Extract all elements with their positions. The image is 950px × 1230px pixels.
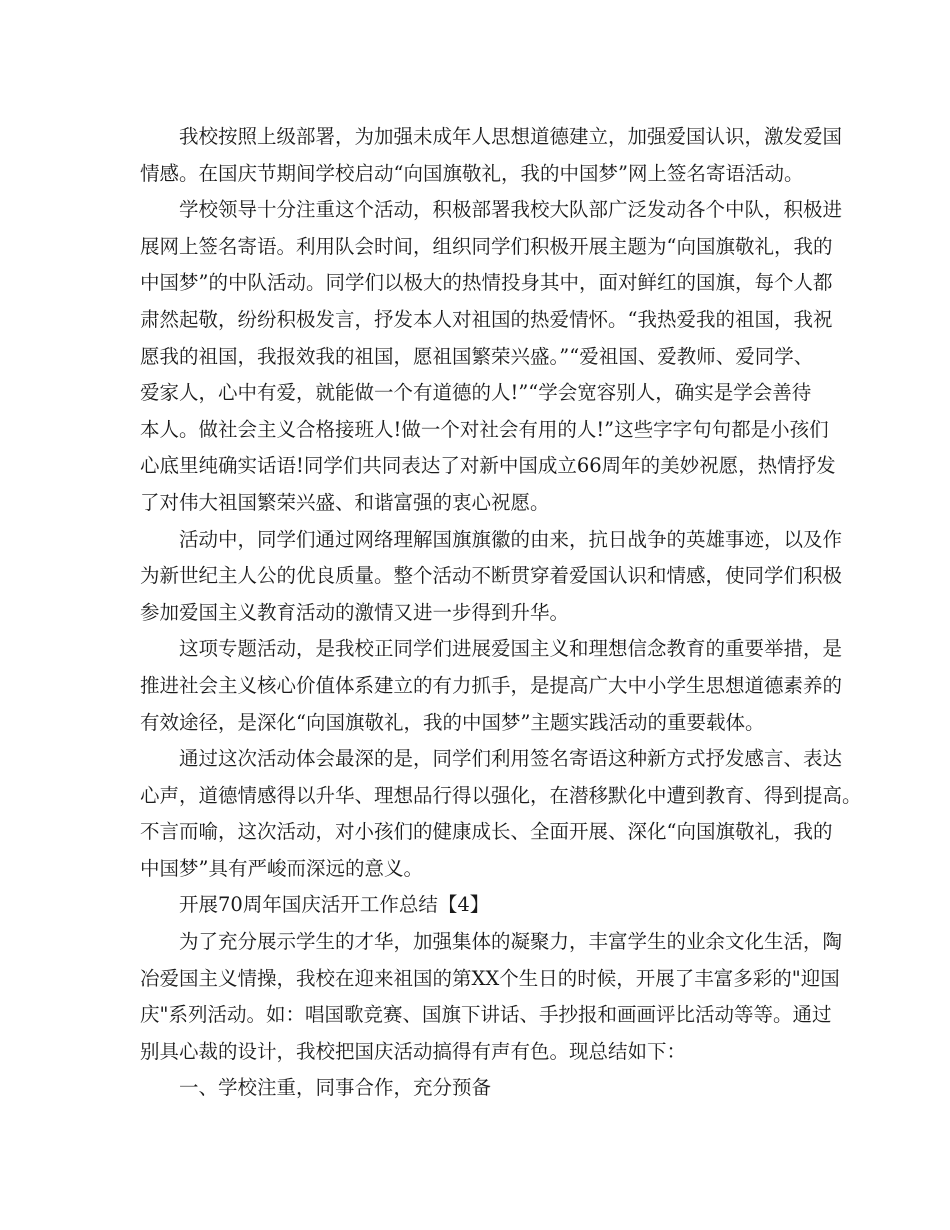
paragraph (140, 1070, 820, 1107)
paragraph-line: 参加爱国主义教育活动的激情又进一步得到升华。 (140, 600, 570, 624)
paragraph-line: 为新世纪主人公的优良质量。整个活动不断贯穿着爱国认识和情感，使同学们积极 (140, 564, 843, 588)
paragraph (140, 522, 843, 632)
paragraph-line: 庆"系列活动。如：唱国歌竞赛、国旗下讲话、手抄报和画画评比活动等等。通过 (140, 1003, 832, 1027)
paragraph (140, 924, 843, 1070)
paragraph-line: 有效途径，是深化“向国旗敬礼，我的中国梦”主题实践活动的重要载体。 (140, 710, 765, 734)
paragraph-first-line: 通过这次活动体会最深的是，同学们利用签名寄语这种新方式抒发感言、表达 (179, 747, 843, 771)
paragraph (140, 631, 843, 741)
paragraph-line: 本人。做社会主义合格接班人!做一个对社会有用的人!”这些字字句句都是小孩们 (140, 417, 829, 441)
paragraph (140, 119, 843, 192)
paragraph-line: 愿我的祖国，我报效我的祖国，愿祖国繁荣兴盛。”“爱祖国、爱教师、爱同学、 (140, 344, 814, 368)
paragraph-line: 情感。在国庆节期间学校启动“向国旗敬礼，我的中国梦”网上签名寄语活动。 (140, 161, 804, 185)
paragraph-line: 心底里纯确实话语!同学们共同表达了对新中国成立66周年的美妙祝愿，热情抒发 (140, 454, 836, 478)
document-body (140, 119, 862, 1107)
paragraph-line: 展网上签名寄语。利用队会时间，组织同学们积极开展主题为“向国旗敬礼，我的 (140, 234, 833, 258)
paragraph-line: 不言而喻，这次活动，对小孩们的健康成长、全面开展、深化“向国旗敬礼，我的 (140, 820, 833, 844)
paragraph-line: 肃然起敬，纷纷积极发言，抒发本人对祖国的热爱情怀。“我热爱我的祖国，我祝 (140, 307, 833, 331)
paragraph-line: 了对伟大祖国繁荣兴盛、和谐富强的衷心祝愿。 (140, 490, 550, 514)
paragraph-line: 爱家人，心中有爱，就能做一个有道德的人!”“学会宽容别人，确实是学会善待 (140, 381, 812, 405)
paragraph-line: 别具心裁的设计，我校把国庆活动搞得有声有色。现总结如下： (140, 1039, 687, 1063)
paragraph-line: 冶爱国主义情操，我校在迎来祖国的第XX个生日的时候，开展了丰富多彩的"迎国 (140, 966, 840, 990)
paragraph-first-line: 学校领导十分注重这个活动，积极部署我校大队部广泛发动各个中队，积极进 (179, 198, 843, 222)
paragraph-first-line: 开展70周年国庆活开工作总结【4】 (179, 893, 490, 917)
paragraph-first-line: 这项专题活动，是我校正同学们进展爱国主义和理想信念教育的重要举措，是 (179, 637, 843, 661)
paragraph-line: 中国梦”的中队活动。同学们以极大的热情投身其中，面对鲜红的国旗，每个人都 (140, 271, 833, 295)
paragraph-line: 推进社会主义核心价值体系建立的有力抓手，是提高广大中小学生思想道德素养的 (140, 673, 843, 697)
paragraph (140, 887, 820, 924)
paragraph-first-line: 我校按照上级部署，为加强未成年人思想道德建立，加强爱国认识，激发爱国 (179, 125, 843, 148)
paragraph-line: 心声，道德情感得以升华、理想品行得以强化，在潜移默化中遭到教育、得到提高。 (140, 783, 862, 807)
paragraph-first-line: 活动中，同学们通过网络理解国旗旗徽的由来，抗日战争的英雄事迹，以及作 (179, 527, 843, 551)
paragraph (140, 741, 862, 887)
paragraph (140, 192, 843, 521)
paragraph-line: 中国梦”具有严峻而深远的意义。 (140, 856, 423, 880)
paragraph-first-line: 为了充分展示学生的才华，加强集体的凝聚力，丰富学生的业余文化生活，陶 (179, 930, 843, 954)
paragraph-first-line: 一、学校注重，同事合作，充分预备 (179, 1076, 492, 1100)
